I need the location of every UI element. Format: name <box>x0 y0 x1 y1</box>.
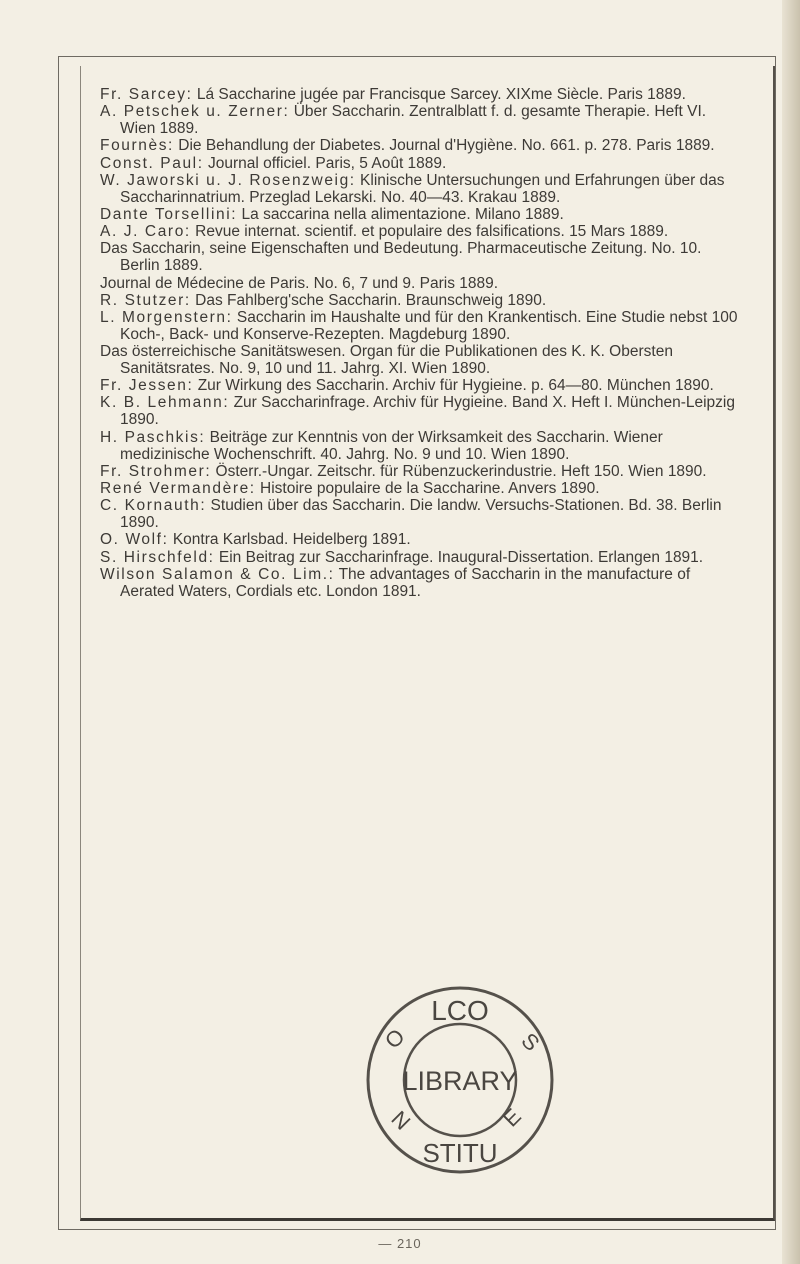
reference-author: Const. Paul: <box>100 154 204 172</box>
library-stamp-graphic <box>360 980 560 1180</box>
reference-author: Fr. Strohmer: <box>100 462 212 480</box>
library-stamp <box>360 980 560 1180</box>
stamp-top-letters: LCO <box>431 995 489 1026</box>
reference-author: S. Hirschfeld: <box>100 548 215 566</box>
svg-text:O: O <box>379 1023 410 1054</box>
reference-author: Dante Torsellini: <box>100 205 238 223</box>
page-number: — 210 <box>378 1236 422 1251</box>
reference-text: Histoire populaire de la Saccharine. Anvers 1890. <box>260 480 600 497</box>
reference-author: Fr. Sarcey: <box>100 86 193 103</box>
reference-text: Kontra Karlsbad. Heidelberg 1891. <box>172 531 411 549</box>
reference-author: R. Stutzer: <box>100 291 191 309</box>
reference-entry <box>100 343 740 377</box>
reference-text: Journal officiel. Paris, 5 Août 1889. <box>207 154 447 172</box>
reference-author: René Vermandère: <box>100 480 256 497</box>
reference-entry <box>100 137 740 154</box>
reference-text: Klinische Untersuchungen und Erfahrungen über das Saccharinnatrium. Przeglad Lekarski. No. 40—43. Krakau 1889. <box>120 171 725 206</box>
reference-entry <box>100 103 740 137</box>
reference-author: C. Kornauth: <box>100 497 207 515</box>
reference-author: L. Morgenstern: <box>100 308 233 326</box>
reference-entry <box>100 275 740 292</box>
reference-text: Journal de Médecine de Paris. No. 6, 7 und 9. Paris 1889. <box>100 274 499 292</box>
reference-entry <box>100 566 740 600</box>
svg-text:E: E <box>497 1103 526 1132</box>
stamp-center-text: LIBRARY <box>402 1066 518 1096</box>
reference-author: Wilson Salamon & Co. Lim.: <box>100 565 335 583</box>
svg-text:S: S <box>516 1027 545 1056</box>
reference-entry <box>100 86 740 103</box>
reference-text: Lá Saccharine jugée par Francisque Sarcey. XIXme Siècle. Paris 1889. <box>196 86 686 103</box>
reference-entry <box>100 155 740 172</box>
reference-text: Zur Saccharinfrage. Archiv für Hygieine. Band X. Heft I. München-Leipzig 1890. <box>120 394 735 429</box>
reference-entry <box>100 531 740 548</box>
reference-text: La saccarina nella alimentazione. Milano 1889. <box>241 205 564 223</box>
reference-author: A. Petschek u. Zerner: <box>100 103 290 121</box>
reference-author: H. Paschkis: <box>100 428 206 446</box>
reference-text: Studien über das Saccharin. Die landw. Versuchs-Stationen. Bd. 38. Berlin 1890. <box>120 497 722 532</box>
reference-entry <box>100 292 740 309</box>
reference-text: Die Behandlung der Diabetes. Journal d'Hygiène. No. 661. p. 278. Paris 1889. <box>178 137 715 155</box>
bibliography-list <box>100 86 740 600</box>
reference-entry <box>100 223 740 240</box>
reference-text: Über Saccharin. Zentralblatt f. d. gesamte Therapie. Heft VI. Wien 1889. <box>120 103 707 138</box>
page-edge <box>782 0 800 1264</box>
svg-text:N: N <box>386 1105 416 1135</box>
reference-author: K. B. Lehmann: <box>100 394 230 412</box>
reference-author: Fournès: <box>100 137 174 155</box>
reference-author: O. Wolf: <box>100 531 169 549</box>
stamp-bottom-letters: STITU <box>422 1138 498 1168</box>
reference-entry <box>100 172 740 206</box>
reference-text: Beiträge zur Kenntnis von der Wirksamkeit des Saccharin. Wiener medizinische Wochenschrift. 40. Jahrg. No. 9 und 10. Wien 1890. <box>120 428 663 463</box>
reference-text: Das Saccharin, seine Eigenschaften und Bedeutung. Pharmaceutische Zeitung. No. 10. Berlin 1889. <box>100 240 702 275</box>
reference-text: Zur Wirkung des Saccharin. Archiv für Hygieine. p. 64—80. München 1890. <box>197 377 714 395</box>
reference-text: The advantages of Saccharin in the manufacture of Aerated Waters, Cordials etc. London 1891. <box>120 565 691 600</box>
reference-text: Österr.-Ungar. Zeitschr. für Rübenzuckerindustrie. Heft 150. Wien 1890. <box>215 462 707 480</box>
reference-entry <box>100 429 740 463</box>
reference-entry <box>100 463 740 480</box>
reference-text: Das Fahlberg'sche Saccharin. Braunschweig 1890. <box>195 291 547 309</box>
reference-entry <box>100 377 740 394</box>
reference-entry <box>100 497 740 531</box>
reference-text: Saccharin im Haushalte und für den Krankentisch. Eine Studie nebst 100 Koch-, Back- und Konserve-Rezepten. Magdeburg 1890. <box>120 308 738 343</box>
reference-text: Revue internat. scientif. et populaire des falsifications. 15 Mars 1889. <box>195 223 669 241</box>
reference-entry <box>100 549 740 566</box>
reference-author: W. Jaworski u. J. Rosenzweig: <box>100 171 356 189</box>
reference-author: A. J. Caro: <box>100 223 191 241</box>
reference-text: Ein Beitrag zur Saccharinfrage. Inaugural-Dissertation. Erlangen 1891. <box>218 548 704 566</box>
reference-entry <box>100 480 740 497</box>
reference-entry <box>100 240 740 274</box>
reference-author: Fr. Jessen: <box>100 377 194 395</box>
reference-entry <box>100 394 740 428</box>
reference-entry <box>100 309 740 343</box>
reference-text: Das österreichische Sanitätswesen. Organ für die Publikationen des K. K. Obersten Sanitätsrates. No. 9, 10 und 11. Jahrg. XI. Wien 1890. <box>100 343 673 378</box>
reference-entry <box>100 206 740 223</box>
